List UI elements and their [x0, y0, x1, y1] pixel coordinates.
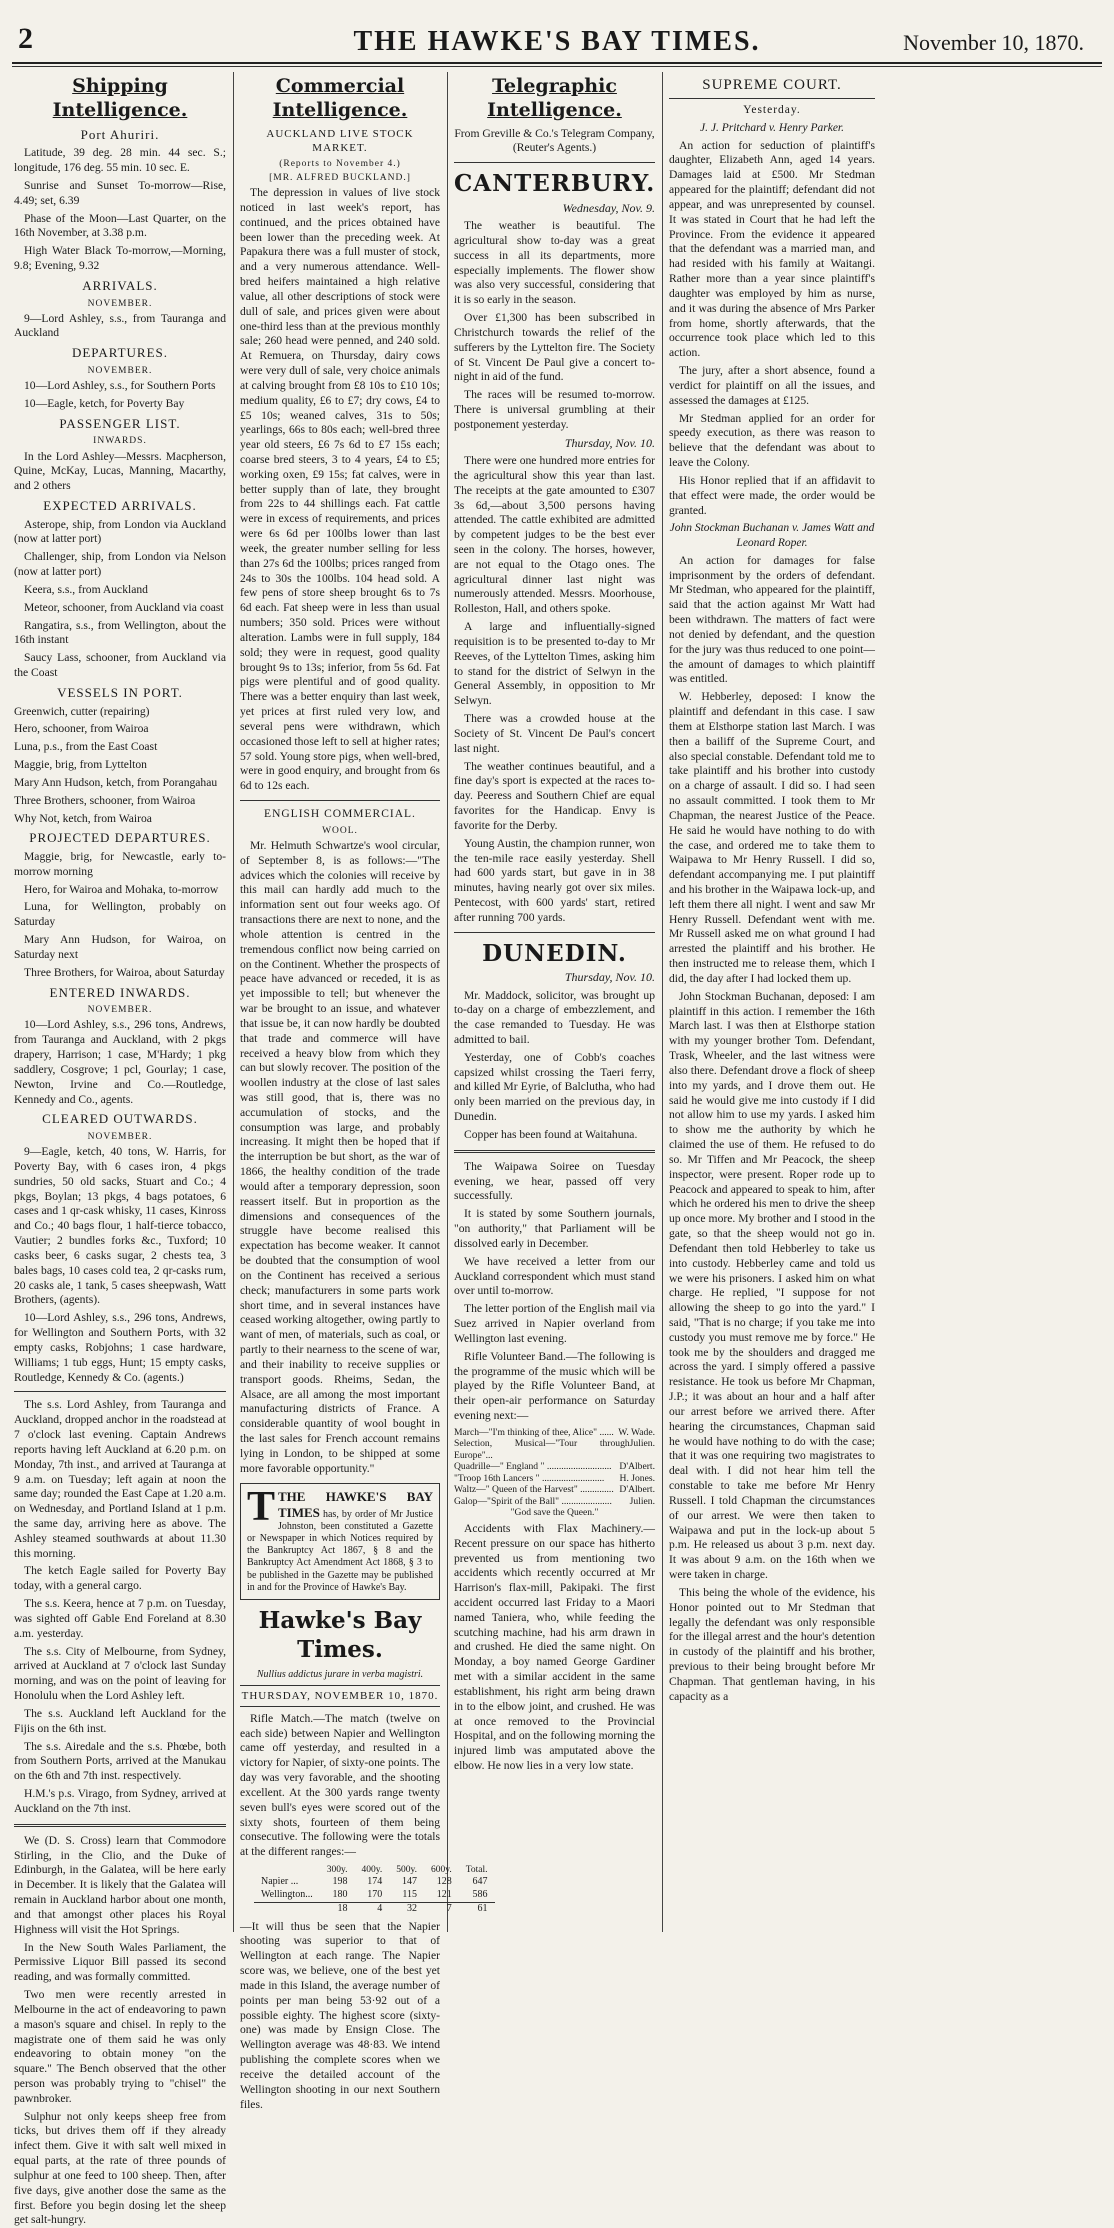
vessel-item: Greenwich, cutter (repairing)	[14, 704, 150, 718]
case-title: J. J. Pritchard v. Henry Parker.	[699, 121, 845, 134]
editorial-dateline: THURSDAY, NOVEMBER 10, 1870.	[241, 1689, 439, 1702]
news-paragraph: Sulphur not only keeps sheep free from ticks, but drives them off if they already infect them. Give it with salt well mixed in equal parts, at the rate of three pounds of sulphur at one feed to 100 sheep. Then, after five days, give another dose the same as the first. Before you begin dosing let the sheep get salt-hungry.	[14, 2109, 226, 2227]
section-heading-court: SUPREME COURT.	[702, 77, 842, 93]
projected-item: Maggie, brig, for Newcastle, early to-morrow morning	[14, 849, 226, 878]
section-heading-commercial: Commercial Intelligence.	[272, 75, 408, 122]
masthead-rule	[12, 62, 1102, 64]
dateline: Thursday, Nov. 10.	[564, 435, 655, 450]
wool-label: WOOL.	[322, 825, 358, 836]
table-header	[254, 1864, 320, 1876]
table-cell: 7	[446, 1902, 452, 1914]
local-paragraph: The Waipawa Soiree on Tuesday evening, we hear, passed off very successfully.	[454, 1159, 655, 1203]
moon-text: Phase of the Moon—Last Quarter, on the 16th November, at 3.38 p.m.	[14, 211, 226, 240]
court-paragraph: John Stockman Buchanan, deposed: I am plaintiff in this action. I remember the 16th March last. I was then at Elsthorpe station with my younger brother Tom. Defendant, Trask, Wheeler, and the last witness were also there. Defendant drove a flock of sheep into my yards, and I drove them out. He said he would give me into custody if I did not allow him to use my yards. I asked him to show me the authority by which he claimed the use of them. He refused to do so. Mr Tiffen and Mr Peacock, the sheep inspector, were present. Roper rode up to Peacock and appeared to speak to him, after which he ordered his men to drive the sheep up once more. My brother and I stood in the gate, so that the sheep would not go in. Defendant then told Hebberley to take us into custody. Hebberley came and told us we were his prisoners. I asked him on what charge. He replied, "I suppose for not allowing the sheep to go into the yard." I said, "That is no charge; if you take me into custody you must remove me by force." He took me by the shoulders and dragged me across the yard. I simply offered a passive resistance. He took us before Mr Chapman, J.P.; it was about an hour and a half after our arrest before we arrived there. After hearing the circumstances, Chapman said he would have nothing to do with the case; that it was one requiring two magistrates to deal with. I did not hear him tell the constable to take me before Mr Henry Russell. I told Chapman the circumstances of our arrest. We were then taken to Waipawa and put in the lock-up about 5 p.m. He released us about 3 p.m. next day. It was about 9 a.m. on the 16th when we were taken in charge.	[669, 989, 875, 1582]
masthead	[0, 0, 1114, 64]
news-paragraph: Two men were recently arrested in Melbourne in the act of endeavoring to pawn a mason's square and chisel. In reply to the magistrate one of them said he was only endeavoring to obtain money "on the square." The Bench observed that the other person was probably trying to "chisel" the pawnbroker.	[14, 1988, 226, 2105]
column-supreme-court	[669, 72, 875, 1940]
table-cell: 115	[402, 1889, 417, 1901]
vessel-item: Why Not, ketch, from Wairoa	[14, 811, 152, 825]
market-report: The depression in values of live stock noticed in last week's report, has continued, and the prices obtained have been lower than the preceding week. At Papakura there was a full muster of stock, and a very numerous attendance. Well-bred heifers maintained a high relative value, all other descriptions of stock were dull of sale, and prices given were about one-third less than at the previous monthly sale; 260 head were penned, and 240 sold. At Remuera, on Thursday, dairy cows were very dull of sale, very choice animals at calving brought from £8 10s to £10 10s; medium quality, £6 to £7; dry cows, £4 to £5 10s; weaned calves, 31s to 50s; yearlings, 66s to 80s each; well-bred three year old steers, £6 7s 6d to £7 15s each; coarse bred steers, 3 to 4 years, £4 to £5; working oxen, £9 15s; fat calves, were in better supply than of late, they brought from 22s to 44 shillings each. Fat cattle were in excess of requirements, and prices were 6s 6d per 100lbs lower than last week, the greater number selling for less than 27s 6d the 100lbs; prices ranged from 24s to 30s the 100lbs. 104 head sold. A few pens of store sheep brought 6s to 7s 6d each. Fat sheep were in less than usual numbers; 350 sold. Prices were without alteration. Lambs were in full supply, 184 sold; they were in request, good quality brought 9s to 13s; inferior, from 5s 6d. Fat pigs were plentiful and of good quality. There was a better enquiry than last week, yet prices at first ruled very low, and several pens were withdrawn, which occasioned those left to sell at higher rates; 57 sold. Young store pigs, when well-bred, were in good enquiry, and brought from 6s 6d to 12s each.	[240, 186, 440, 793]
court-day: Yesterday.	[743, 104, 801, 117]
cleared-heading: CLEARED OUTWARDS.	[42, 1111, 198, 1127]
table-header: 300y.	[326, 1865, 348, 1876]
dunedin-heading: DUNEDIN.	[482, 939, 627, 967]
paper-motto: Nullius addictus jurare in verba magistri.	[256, 1668, 424, 1680]
expected-item: Saucy Lass, schooner, from Auckland via the Coast	[14, 651, 226, 680]
finale-title: "God save the Queen."	[510, 1507, 599, 1519]
cleared-item: 10—Lord Ashley, s.s., 296 tons, Andrews, for Wellington and Southern Ports, with 32 empty casks, Robjohns; 1 case hardware, Williams; 1 tub eggs, Hunt; 15 empty casks, Routledge, Kennedy & Co. (agents.)	[14, 1311, 226, 1384]
section-heading-telegraphic: Telegraphic Intelligence.	[487, 75, 622, 122]
arrivals-heading: ARRIVALS.	[82, 277, 158, 293]
table-cell: 128	[436, 1876, 452, 1888]
composer: W. Wade.	[618, 1426, 655, 1438]
divider	[14, 1391, 226, 1392]
programme-item	[454, 1473, 655, 1485]
programme-item	[454, 1427, 655, 1439]
vessel-item: Mary Ann Hudson, ketch, from Porangahau	[14, 775, 218, 789]
programme-item	[454, 1496, 655, 1508]
telegram-paragraph: Young Austin, the champion runner, won the ten-mile race easily yesterday. Shell had 600 yards start, but gave in in 38 minutes, having nearly got over six miles. Pentecost, with 600 yards' start, retired after running 700 yards.	[454, 836, 655, 924]
piece-title: Galop—"Spirit of the Ball" .....................	[454, 1495, 612, 1507]
notice-text: has, by order of Mr Justice Johnston, been constituted a Gazette or Newspaper in which Notices required by the Bankruptcy Act 1867, § 8 and the Bankruptcy Act Amendment Act 1868, § 3 to be published in the Gazette may be published in and for the Province of Hawke's Bay.	[247, 1508, 433, 1593]
local-paragraph: It is stated by some Southern journals, "on authority," that Parliament will be dissolved early in December.	[454, 1207, 655, 1250]
piece-title: March—"I'm thinking of thee, Alice" ......	[454, 1426, 614, 1438]
table-cell: 174	[367, 1876, 383, 1888]
column-commercial	[240, 72, 488, 2111]
projected-item: Luna, for Wellington, probably on Saturday	[14, 900, 226, 929]
entered-heading: ENTERED INWARDS.	[49, 984, 191, 1000]
vessel-item: Luna, p.s., from the East Coast	[14, 740, 158, 754]
latitude-text: Latitude, 39 deg. 28 min. 44 sec. S.; longitude, 176 deg. 55 min. 10 sec. E.	[14, 146, 226, 175]
court-paragraph: An action for seduction of plaintiff's daughter, Elizabeth Ann, aged 14 years. Damages laid at £500. Mr Stedman appeared for the plaintiff; defendant did not appear, and was unrepresented by counsel. It was stated in Court that he had left the Province. From the evidence it appeared that the defendant was a married man, and had resided with his family at Waitangi. Rather more than a year since plaintiff's daughter was employed by him as nurse, and it was during the absence of Mrs Parker from home, shortly afterwards, that the occurrence took place which led to this action.	[669, 138, 875, 360]
table-cell: 121	[436, 1889, 452, 1901]
canterbury-heading: CANTERBURY.	[454, 170, 656, 198]
column-divider	[662, 72, 663, 1932]
table-header: Total.	[465, 1865, 488, 1876]
telegram-paragraph: The weather is beautiful. The agricultural show to-day was a great success in all its departments, more especially implements. The flower show was also very successful, considering that it is so early in the season.	[454, 219, 655, 307]
divider	[14, 1824, 226, 1827]
projected-item: Three Brothers, for Wairoa, about Saturday	[24, 965, 225, 979]
court-paragraph: Mr Stedman applied for an order for speedy execution, as there was reason to believe that the defendant was about to leave the Colony.	[669, 411, 875, 470]
projected-heading: PROJECTED DEPARTURES.	[29, 830, 211, 846]
notice-title: THE HAWKE'S BAY TIMES	[278, 1488, 433, 1520]
local-paragraph: We have received a letter from our Auckland correspondent which must stand over until to-morrow.	[454, 1254, 655, 1298]
local-paragraph: Accidents with Flax Machinery.—Recent pressure on our space has hitherto prevented us from mentioning two accidents which recently occurred at Mr Harrison's flax-mill, Pakipaki. The first accident occurred last Friday to a Maori named Taniera, who, while feeding the scutching machine, had his arm drawn in and crushed. He died the same night. On Monday, a boy named George Gardiner met with a similar accident in the same establishment, his right arm being drawn in to the elbow joint, and crushed. He was at once removed to the Provincial Hospital, and on the following morning the injured limb was amputated above the elbow. He now lies in a very low state.	[454, 1521, 655, 1773]
projected-item: Mary Ann Hudson, for Wairoa, on Saturday next	[14, 933, 226, 961]
table-cell: 32	[407, 1902, 417, 1914]
newspaper-title: THE HAWKE'S BAY TIMES.	[353, 26, 761, 57]
composer: Julien.	[629, 1438, 655, 1450]
dateline: Thursday, Nov. 10.	[564, 970, 655, 985]
tide-text: High Water Black To-morrow,—Morning, 9.8; Evening, 9.32	[14, 244, 226, 273]
telegram-paragraph: Yesterday, one of Cobb's coaches capsized whilst crossing the Taeri ferry, and killed Mr Eyrie, of Balclutha, who had only been married on the previous day, in Dunedin.	[454, 1050, 655, 1124]
court-paragraph: The jury, after a short absence, found a verdict for plaintiff on all the issues, and assessed the damages at £125.	[669, 364, 875, 407]
local-paragraph: Rifle Volunteer Band.—The following is the programme of the music which will be played by the Rifle Volunteer Band, at their open-air performance on Saturday evening next:—	[454, 1349, 655, 1423]
projected-item: Hero, for Wairoa and Mohaka, to-morrow	[24, 882, 219, 896]
shipping-paragraph: H.M.'s p.s. Virago, from Sydney, arrived at Auckland on the 7th inst.	[14, 1787, 226, 1815]
telegram-source: From Greville & Co.'s Telegram Company, (Reuter's Agents.)	[454, 126, 655, 155]
telegram-paragraph: There were one hundred more entries for the agricultural show this year than last. The receipts at the gate amounted to £307 3s 6d,—about 3,500 persons having attended. The cattle exhibited are admitted by competent judges to be the best ever seen in the colony. The horses, however, are not equal to the Otago ones. The agricultural dinner last night was numerously attended. Messrs. Moorhouse, Rolleston, Hall, and others spoke.	[454, 454, 655, 616]
table-header: 500y.	[396, 1865, 417, 1876]
news-paragraph: In the New South Wales Parliament, the Permissive Liquor Bill passed its second reading, and was formally committed.	[14, 1940, 226, 1984]
telegram-paragraph: Over £1,300 has been subscribed in Christchurch towards the relief of the sufferers by the Lyttelton fire. The Society of St. Vincent De Paul give a concert to-night in aid of the fund.	[454, 311, 655, 384]
passenger-item: In the Lord Ashley—Messrs. Macpherson, Quine, McKay, Lucas, Manning, Macarthy, and 2 others	[14, 449, 226, 493]
inwards-label: INWARDS.	[93, 436, 147, 447]
month-label: NOVEMBER.	[87, 298, 153, 309]
shipping-paragraph: The ketch Eagle sailed for Poverty Bay today, with a general cargo.	[14, 1564, 226, 1593]
table-cell: 198	[332, 1876, 348, 1888]
notice-drop-cap: T	[247, 1483, 276, 1530]
english-commercial-heading: ENGLISH COMMERCIAL.	[264, 808, 416, 821]
table-header: 600y.	[431, 1865, 452, 1876]
vessel-item: Maggie, brig, from Lyttelton	[14, 758, 147, 772]
reports-note: (Reports to November 4.)	[279, 158, 401, 169]
shipping-paragraph: The s.s. City of Melbourne, from Sydney, arrived at Auckland at 7 o'clock last Sunday morning, and was on the point of leaving for Honolulu when the Lord Ashley left.	[14, 1644, 226, 1703]
column-telegraphic	[454, 72, 655, 1940]
cleared-item: 9—Eagle, ketch, 40 tons, W. Harris, for Poverty Bay, with 6 cases iron, 4 pkgs sundries, 50 old sacks, Stuart and Co.; 4 pkgs, Boylan; 13 pkgs, 4 bags potatoes, 6 cases and 1 qr-cask whisky, 11 cases, Kinross and Co.; 40 bags flour, 1 half-tierce tobacco, Vautier; 2 bundles forks &c., Tuxford; 10 casks beer, 6 casks sugar, 2 chests tea, 3 bales bags, 10 cases cold tea, 2 qr-casks rum, 20 casks ale, 1 tank, 5 cases sheepwash, Watt Brothers, (agents).	[14, 1145, 226, 1307]
dateline: Wednesday, Nov. 9.	[562, 200, 655, 215]
expected-item: Rangatira, s.s., from Wellington, about the 16th instant	[14, 618, 226, 647]
programme-item	[454, 1484, 655, 1496]
court-paragraph: An action for damages for false imprisonment by the orders of defendant. Mr Stedman, who appeared for the plaintiff, said that the action against Mr Watt had been withdrawn. The matters of fact were not denied by defendant, and the question for the jury was thus reduced to one point—the amount of damages to which plaintiff was entitled.	[669, 553, 875, 686]
shipping-paragraph: The s.s. Airedale and the s.s. Phœbe, both from Southern Ports, arrived at the Manukau on the 6th and 7th inst. respectively.	[14, 1739, 226, 1783]
news-paragraph: We (D. S. Cross) learn that Commodore Stirling, in the Clio, and the Duke of Edinburgh, in the Galatea, will be here early in December. It is likely that the Galatea will remain in Auckland harbor about one month, and that amongst other places his Royal Highness will visit the Hot Springs.	[14, 1833, 226, 1936]
divider	[240, 1706, 440, 1707]
divider	[454, 932, 655, 933]
programme-item	[454, 1461, 655, 1473]
port-name: Port Ahuriri.	[80, 126, 160, 142]
case-title: John Stockman Buchanan v. James Watt and Leonard Roper.	[669, 522, 875, 550]
month-label: NOVEMBER.	[87, 1131, 153, 1142]
shipping-paragraph: The s.s. Auckland left Auckland for the Fijis on the 6th inst.	[14, 1706, 226, 1735]
local-paragraph: The letter portion of the English mail via Suez arrived in Napier overland from Wellington last evening.	[454, 1302, 655, 1345]
column-divider	[233, 72, 234, 1932]
table-cell: 147	[402, 1876, 417, 1888]
piece-title: Selection, Musical—"Tour through Europe"...	[454, 1438, 630, 1461]
passenger-heading: PASSENGER LIST.	[59, 415, 181, 431]
table-cell: Wellington...	[261, 1889, 313, 1901]
column-divider	[447, 72, 448, 1932]
vessel-item: Hero, schooner, from Wairoa	[14, 722, 149, 736]
telegram-paragraph: There was a crowded house at the Society of St. Vincent De Paul's concert last night.	[454, 712, 655, 755]
table-cell: 180	[332, 1889, 348, 1901]
telegram-paragraph: The races will be resumed to-morrow. There is universal grumbling at their postponement yesterday.	[454, 388, 655, 431]
piece-title: "Troop 16th Lancers " ..........................	[454, 1472, 605, 1484]
programme-item	[454, 1438, 655, 1461]
programme-finale	[454, 1507, 655, 1519]
column-shipping	[14, 72, 226, 2227]
divider	[454, 162, 655, 163]
departure-item: 10—Lord Ashley, s.s., for Southern Ports	[24, 379, 216, 393]
rifle-match-text: Rifle Match.—The match (twelve on each side) between Napier and Wellington came off yesterday, and resulted in a victory for Napier, of sixty-one points. The day was very favorable, and the shooting excellent. At the 300 yards range twenty seven bull's eyes were scored out of the sixty shots, fourteen of them being consecutive. The following were the totals at the different ranges:—	[240, 1711, 440, 1859]
composer: Julien.	[629, 1495, 655, 1507]
court-paragraph: W. Hebberley, deposed: I know the plaintiff and defendant in this case. I saw them at Elsthorpe station last March. I was then a bailiff of the Supreme Court, and also special constable. Defendant told me to take plaintiff and his brother into custody on a charge of assault. I did so. I had seen no assault committed. I took them to Mr Chapman, the nearest Justice of the Peace. He said he would have nothing to do with the case, and ordered me to take them to Waipawa to Mr Henry Russell. I did so, defendant accompanying me. I put plaintiff and his brother in the Waipawa lock-up, and left them there all night. I went and saw Mr Henry Russell. Defendant went with me. Mr Russell asked me on what ground I had arrested the plaintiff and his brother. He then instructed me to release them, which I did, the day after I had locked them up.	[669, 690, 875, 985]
vessel-item: Three Brothers, schooner, from Wairoa	[14, 793, 196, 807]
table-cell	[254, 1902, 320, 1915]
sun-text: Sunrise and Sunset To-morrow—Rise, 4.49; set, 6.39	[14, 178, 226, 207]
table-cell: 586	[472, 1889, 488, 1901]
expected-item: Meteor, schooner, from Auckland via coast	[24, 600, 224, 614]
departure-item: 10—Eagle, ketch, for Poverty Bay	[24, 396, 185, 410]
arrival-item: 9—Lord Ashley, s.s., from Tauranga and Auckland	[14, 311, 226, 340]
wool-report: Mr. Helmuth Schwartze's wool circular, of September 8, is as follows:—"The advices which the colonies will receive by this mail can hardly add much to the information sent out four weeks ago. Of transactions there are next to none, and the whole attention is centred in the tremendous conflict now being carried on on the Continent. Whether the prospects of peace have advanced or receded, it is as yet impossible to tell; but whenever the war be brought to an issue, and whatever that issue be, it can now hardly be doubted that trade and commerce will have received a heavy blow from which they can but slowly recover. The position of the woollen industry at the close of last sales was still good, that is, there was no accumulation of stocks, and the consumption was large, and probably increasing. It might then be hoped that if the interruption be but short, as the war of 1866, the healthy condition of the trade would after a temporary depression, soon reassert itself. But in proportion as the dimensions and consequences of the struggle have become realised this expectation has become weaker. It cannot be doubted that the consumption of wool on the Continent has received a serious check; manufacturers in some parts work short time, and in several instances have ceased working altogether, owing partly to want of men, of materials, such as coal, or partly to their nearness to the scene of war, and their inability to receive supplies or transport goods. Rheims, Sedan, the Alsace, are all among the most important manufacturing districts of France. A considerable quantity of wool bought in the last sales for French account remains lying in London, to be shipped at some more favorable opportunity."	[240, 838, 440, 1475]
shipping-paragraph: The s.s. Keera, hence at 7 p.m. on Tuesday, was sighted off Gable End Foreland at 8.30 a.m. yesterday.	[14, 1597, 226, 1640]
entered-item: 10—Lord Ashley, s.s., 296 tons, Andrews, from Tauranga and Auckland, with 2 pkgs drapery, Harrison; 1 case, M'Hardy; 1 pkg saddlery, Cosgrove; 1 pcl, Gourlay; 1 case, Newton, Irvine and Co.—Routledge, Kennedy and Co., agents.	[14, 1018, 226, 1106]
table-cell: 647	[472, 1876, 488, 1888]
piece-title: Waltz—" Queen of the Harvest" ..............	[454, 1484, 614, 1496]
table-cell: 18	[337, 1902, 348, 1914]
divider	[454, 1150, 655, 1153]
departures-heading: DEPARTURES.	[71, 345, 169, 361]
expected-item: Challenger, ship, from London via Nelson (now at latter port)	[14, 550, 226, 579]
table-cell: 4	[377, 1902, 383, 1914]
rifle-match-text: —It will thus be seen that the Napier shooting was superior to that of Wellington at each range. The Napier score was, we believe, one of the best yet made in this Island, the average number of points per man being 53·92 out of a possible eighty. The highest score (sixty-one) was made by Ensign Close. The Wellington average was 48·83. We intend publishing the complete scores when we receive the detailed account of the Wellington shooting in our next Southern files.	[240, 1919, 440, 2111]
composer: D'Albert.	[619, 1461, 655, 1473]
divider	[669, 98, 875, 99]
month-label: NOVEMBER.	[87, 1005, 153, 1016]
table-cell: 61	[477, 1902, 488, 1914]
expected-heading: EXPECTED ARRIVALS.	[43, 498, 197, 514]
table-header: 400y.	[361, 1865, 383, 1876]
page-number: 2	[18, 22, 33, 55]
telegram-paragraph: The weather continues beautiful, and a fine day's sport is expected at the races to-day. Peeress and Southern Chief are equal favorites for the Handicap. Envy is favorite for the Derby.	[454, 759, 655, 832]
agent-name: [MR. ALFRED BUCKLAND.]	[269, 172, 411, 183]
piece-title: Quadrille—" England " ...........................	[454, 1461, 612, 1473]
table-cell: Napier ...	[261, 1876, 299, 1888]
court-paragraph: His Honor replied that if an affidavit to that effect were made, the order would be granted.	[669, 473, 875, 517]
paper-nameplate: Hawke's Bay Times.	[258, 1607, 422, 1664]
masthead-rule-thin	[12, 66, 1102, 67]
divider	[240, 800, 440, 801]
expected-item: Keera, s.s., from Auckland	[24, 582, 148, 596]
telegram-paragraph: A large and influentially-signed requisition is to be presented to-day to Mr Reeves, of the Lyttelton Times, asking him to stand for the district of Selwyn in the General Assembly, in opposition to Mr Selwyn.	[454, 620, 655, 708]
month-label: NOVEMBER.	[87, 365, 153, 376]
section-heading-shipping: Shipping Intelligence.	[52, 75, 188, 122]
vessels-heading: VESSELS IN PORT.	[57, 684, 183, 700]
market-heading: AUCKLAND LIVE STOCK MARKET.	[266, 127, 414, 154]
expected-item: Asterope, ship, from London via Auckland (now at latter port)	[14, 517, 226, 546]
divider	[240, 1685, 440, 1686]
telegram-paragraph: Copper has been found at Waitahuna.	[464, 1127, 638, 1141]
table-cell: 170	[367, 1889, 383, 1901]
telegram-paragraph: Mr. Maddock, solicitor, was brought up to-day on a charge of embezzlement, and the case remanded to Tuesday. He was admitted to bail.	[454, 988, 655, 1046]
composer: D'Albert.	[619, 1484, 655, 1496]
band-programme	[454, 1427, 655, 1519]
issue-date: November 10, 1870.	[903, 30, 1084, 55]
court-paragraph: This being the whole of the evidence, his Honor pointed out to Mr Stedman that legally the defendant was only responsible for the illegal arrest and the hour's detention in custody of the plaintiff and his brother, previous to their being brought before Mr Chapman. That gentleman having, in his capacity as a	[669, 1585, 875, 1703]
gazette-notice	[240, 1483, 440, 1601]
composer: H. Jones.	[619, 1472, 655, 1484]
shipping-paragraph: The s.s. Lord Ashley, from Tauranga and Auckland, dropped anchor in the roadstead at 7 o'clock last evening. Captain Andrews reports having left Auckland at 6.20 p.m. on Monday, 7th inst., and arrived at Tauranga at 9 a.m. on Tuesday; left again at noon the same day; rounded the East Cape at 1.20 a.m. on Wednesday, and Portland Island at 1 p.m. the same day, arriving here as above. The Ashley steamed southwards at about 11.30 this morning.	[14, 1398, 226, 1560]
